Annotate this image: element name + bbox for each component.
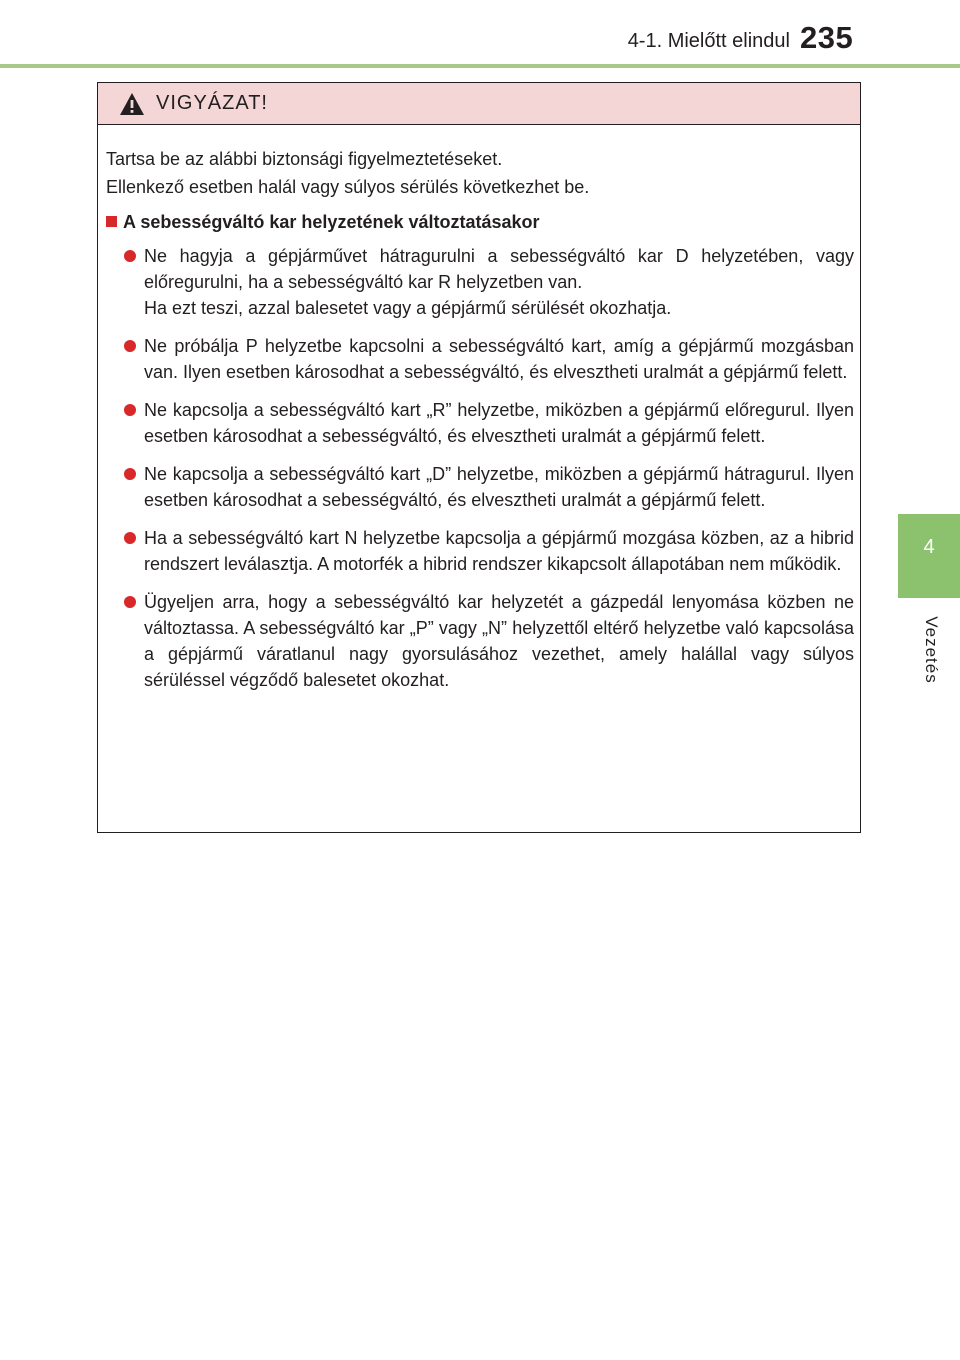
list-item-sentence: Ne hagyja a gépjárművet hátragurulni a sebességváltó kar D helyzetében, vagy előregurulni, ha a sebességváltó kar R helyzetben van.	[144, 246, 854, 292]
bullet-dot-icon	[124, 468, 136, 480]
list-item-extra: Ha ezt teszi, azzal balesetet vagy a gépjármű sérülését okozhatja.	[144, 298, 672, 318]
chapter-tab-number: 4	[923, 536, 935, 558]
list-item-text: Ügyeljen arra, hogy a sebességváltó kar helyzetét a gázpedál lenyomása közben ne változtassa. A sebességváltó kar „P” vagy „N” helyzettől eltérő helyzetbe való kapcsolása a gépjármű váratlanul nagy gyorsulásához vezethet, amely halállal vagy súlyos sérüléssel végződő balesetet okozhat.	[144, 592, 854, 690]
square-bullet-icon	[106, 216, 117, 227]
list-item	[106, 333, 854, 385]
warning-list	[106, 243, 854, 705]
list-item-text: Ne próbálja P helyzetbe kapcsolni a sebességváltó kart, amíg a gépjármű mozgásban van. Ilyen esetben károsodhat a sebességváltó, és elvesztheti uralmát a gépjármű felett.	[144, 336, 854, 382]
section-title: 4-1. Mielőtt elindul	[627, 30, 790, 52]
list-item	[106, 397, 854, 449]
subheading	[106, 209, 846, 235]
list-item-text: Ne kapcsolja a sebességváltó kart „D” helyzetbe, miközben a gépjármű hátragurul. Ilyen esetben károsodhat a sebességváltó, és elvesztheti uralmát a gépjármű felett.	[144, 464, 854, 510]
chapter-tab	[898, 514, 960, 598]
intro-line: Tartsa be az alábbi biztonsági figyelmeztetéseket.	[106, 149, 503, 169]
warning-title: VIGYÁZAT!	[156, 92, 268, 114]
bullet-dot-icon	[124, 404, 136, 416]
list-item	[106, 525, 854, 577]
subheading-text: A sebességváltó kar helyzetének változtatásakor	[123, 212, 540, 232]
bullet-dot-icon	[124, 532, 136, 544]
intro-line: Ellenkező esetben halál vagy súlyos sérülés következhet be.	[106, 177, 590, 197]
header-rule	[0, 64, 960, 68]
bullet-dot-icon	[124, 340, 136, 352]
warning-header	[98, 83, 860, 125]
list-item-text: Ne kapcsolja a sebességváltó kart „R” helyzetbe, miközben a gépjármű előregurul. Ilyen esetben károsodhat a sebességváltó, és elvesztheti uralmát a gépjármű felett.	[144, 400, 854, 446]
chapter-tab-label-text: Vezetés	[922, 616, 941, 684]
warning-box	[97, 82, 861, 833]
warning-intro	[106, 145, 846, 201]
list-item-text: Ha a sebességváltó kart N helyzetbe kapcsolja a gépjármű mozgása közben, az a hibrid rendszert leválasztja. A motorfék a hibrid rendszer kikapcsolt állapotában nem működik.	[144, 528, 854, 574]
list-item	[106, 243, 854, 321]
bullet-dot-icon	[124, 596, 136, 608]
page-number: 235	[800, 20, 854, 55]
chapter-tab-label	[912, 612, 944, 692]
bullet-dot-icon	[124, 250, 136, 262]
warning-triangle-icon	[118, 91, 146, 117]
list-item-text	[144, 243, 854, 321]
list-item	[106, 461, 854, 513]
list-item	[106, 589, 854, 693]
